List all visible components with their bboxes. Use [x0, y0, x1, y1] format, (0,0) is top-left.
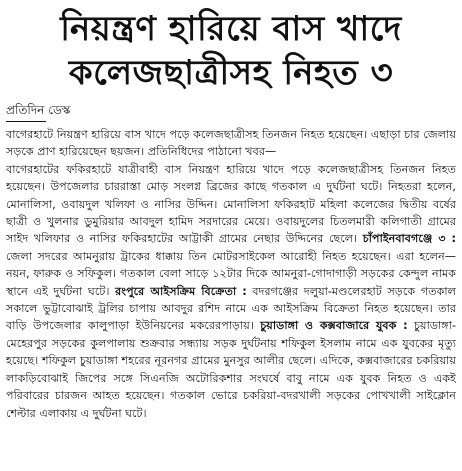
bagerhat-text: বাগেরহাটের ফকিরহাটে যাত্রীবাহী বাস নিয়ন্ত্রণ হারিয়ে খাদে পড়ে কলেজছাত্রীসহ তিনজন নিহত হয়েছেন। উপজেলার চাররাস্তা মোড় সংলগ্ন ব্রিজের কাছে গতকাল এ দুর্ঘটনা ঘটে। নিহতরা হলেন, মোনালিসা, ওবায়দুল খলিফা ও নাসির উদ্দিন। মোনালিসা ফকিরহাট মহিলা কলেজের দ্বিতীয় বর্ষের ছাত্রী ও খুলনার ডুমুরিয়ার আবদুল হামিদ সরদারের মেয়ে। ওবায়দুলের চিতলমারী কলিগাতী গ্রামের সাইদ খলিফার ও নাসির ফকিরহাটের আট্টাকী গ্রামের নেছার উদ্দিনের ছেলে।: [6, 162, 456, 246]
body-paragraph: [6, 161, 456, 422]
chapai-subhead: চাঁপাইনবাবগঞ্জে ৩ :: [362, 232, 456, 246]
byline-underline: [6, 121, 46, 122]
article-body: [6, 126, 456, 422]
intro-paragraph: বাগেরহাটে নিয়ন্ত্রণ হারিয়ে বাস খাদে পড়ে কলেজছাত্রীসহ তিনজন নিহত হয়েছেন। এছাড়া চার জেলায় সড়কে প্রাণ হারিয়েছেন ছয়জন। প্রতিনিধিদের পাঠানো খবর—: [6, 128, 456, 159]
chuadanga-subhead: চুয়াডাঙ্গা ও কক্সবাজারে যুবক :: [260, 319, 408, 333]
headline-line-1: নিয়ন্ত্রণ হারিয়ে বাস খাদে: [60, 9, 402, 49]
chuadanga-text: চুয়াডাঙ্গা-মেহেরপুর সড়কের কুলপালায় শুক্রবার সন্ধ্যায় সড়ক দুর্ঘটনায় শফিকুল ইসলাম নামে এক যুবকের মৃত্যু হয়েছে। শফিকুল চুয়াডাঙ্গা শহরের নূরনগর গ্রামের মুনসুর আলীর ছেলে। এদিকে, কক্সবাজারের চকরিয়ায় লাকড়িবোঝাই জিপের সঙ্গে সিএনজি অটোরিকশার সংঘর্ষে বাবু নামে এক যুবক নিহত ও একই পরিবারের চারজন আহত হয়েছেন। গতকাল ভোরে চকরিয়া-বদরখালী সড়কের পোখখালী সাইক্লোন শেল্টার এলাকায় এ দুর্ঘটনা ঘটে।: [6, 319, 457, 420]
byline: প্রতিদিন ডেস্ক: [6, 103, 71, 117]
headline-line-2: কলেজছাত্রীসহ নিহত ৩: [68, 53, 394, 93]
chapai-text: জেলা সদরের আমনুরায় ট্রাকের ধাক্কায় তিন মোটরসাইকেল আরোহী নিহত হয়েছেন। এরা হলেন— নয়ন, ফারুক ও সফিকুল। গতকাল বেলা সাড়ে ১২টার দিকে আমনুরা-গোদাগাড়ী সড়কের কেন্দুল নামক স্থানে এই দুর্ঘটনা ঘটে।: [6, 249, 456, 298]
rangpur-text: বদরগঞ্জের দলুয়া-মণ্ডলেরহাট সড়কে গতকাল সকালে ভুট্টাবোঝাই ট্রলির চাপায় আবদুর রশিদ নামে এক আইসক্রিম বিক্রেতা নিহত হয়েছেন। তার বাড়ি উপজেলার কালুপাড়া ইউনিয়নের মকরেরপাড়ায়।: [6, 284, 456, 333]
rangpur-subhead: রংপুরে আইসক্রিম বিক্রেতা :: [115, 284, 247, 298]
